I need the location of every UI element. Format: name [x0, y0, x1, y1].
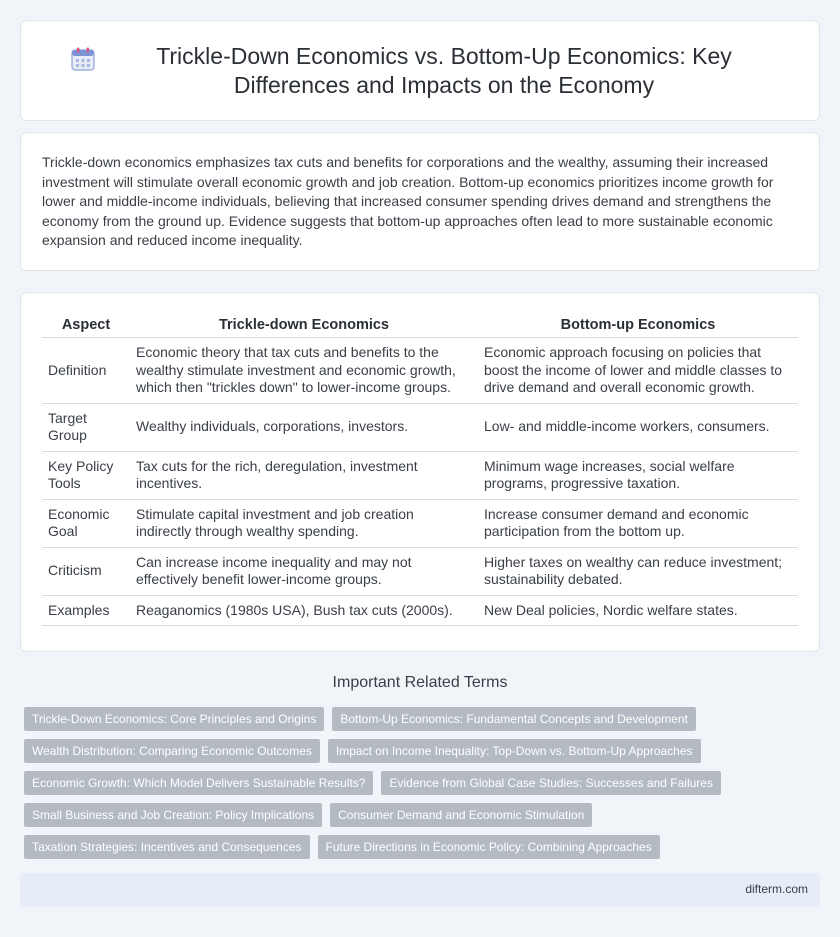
table-row	[42, 403, 798, 451]
row-trickle-down: Stimulate capital investment and job creation indirectly through wealthy spending.	[130, 499, 478, 547]
related-term-tag[interactable]: Wealth Distribution: Comparing Economic Outcomes	[24, 739, 320, 763]
related-term-tag[interactable]: Consumer Demand and Economic Stimulation	[330, 803, 592, 827]
row-aspect: Examples	[42, 595, 130, 626]
table-header-row	[42, 311, 798, 338]
table-row	[42, 499, 798, 547]
row-aspect: Economic Goal	[42, 499, 130, 547]
footer-site-link[interactable]: difterm.com	[745, 882, 808, 896]
related-term-tag[interactable]: Future Directions in Economic Policy: Combining Approaches	[318, 835, 660, 859]
table-row	[42, 595, 798, 626]
related-term-tag[interactable]: Economic Growth: Which Model Delivers Sustainable Results?	[24, 771, 373, 795]
row-bottom-up: Low- and middle-income workers, consumers.	[478, 403, 798, 451]
intro-text: Trickle-down economics emphasizes tax cuts and benefits for corporations and the wealthy, assuming their increased investment will stimulate overall economic growth and job creation. Bottom-up economics prioritizes income growth for lower and middle-income individuals, believing that increased consumer spending drives demand and strengthens the economy from the ground up. Evidence suggests that bottom-up approaches often lead to more sustainable economic expansion and reduced income inequality.	[42, 154, 774, 249]
related-term-tag[interactable]: Small Business and Job Creation: Policy Implications	[24, 803, 322, 827]
row-aspect: Definition	[42, 338, 130, 404]
row-bottom-up: Economic approach focusing on policies that boost the income of lower and middle classes to drive demand and overall economic growth.	[478, 338, 798, 404]
related-terms-list	[24, 707, 824, 867]
calendar-icon	[70, 46, 96, 72]
related-term-tag[interactable]: Taxation Strategies: Incentives and Consequences	[24, 835, 310, 859]
title-card	[20, 20, 820, 121]
table-row	[42, 547, 798, 595]
header-bottom-up: Bottom-up Economics	[478, 311, 798, 338]
header-aspect: Aspect	[42, 311, 130, 338]
row-aspect: Target Group	[42, 403, 130, 451]
page-title: Trickle-Down Economics vs. Bottom-Up Economics: Key Differences and Impacts on the Economy	[156, 42, 732, 98]
table-row	[42, 338, 798, 404]
row-trickle-down: Economic theory that tax cuts and benefits to the wealthy stimulate investment and economic growth, which then "trickles down" to lower-income groups.	[130, 338, 478, 404]
row-trickle-down: Tax cuts for the rich, deregulation, investment incentives.	[130, 451, 478, 499]
related-term-tag[interactable]: Evidence from Global Case Studies: Successes and Failures	[381, 771, 721, 795]
row-trickle-down: Reaganomics (1980s USA), Bush tax cuts (2000s).	[130, 595, 478, 626]
row-bottom-up: Higher taxes on wealthy can reduce investment; sustainability debated.	[478, 547, 798, 595]
row-bottom-up: Minimum wage increases, social welfare programs, progressive taxation.	[478, 451, 798, 499]
intro-card	[20, 132, 820, 271]
related-term-tag[interactable]: Bottom-Up Economics: Fundamental Concepts and Development	[332, 707, 696, 731]
row-bottom-up: Increase consumer demand and economic participation from the bottom up.	[478, 499, 798, 547]
row-trickle-down: Wealthy individuals, corporations, investors.	[130, 403, 478, 451]
row-aspect: Criticism	[42, 547, 130, 595]
row-aspect: Key Policy Tools	[42, 451, 130, 499]
comparison-table-card	[20, 292, 820, 652]
related-term-tag[interactable]: Impact on Income Inequality: Top-Down vs. Bottom-Up Approaches	[328, 739, 701, 763]
row-trickle-down: Can increase income inequality and may not effectively benefit lower-income groups.	[130, 547, 478, 595]
table-row	[42, 451, 798, 499]
footer	[20, 873, 820, 907]
related-terms-title: Important Related Terms	[332, 674, 508, 691]
row-bottom-up: New Deal policies, Nordic welfare states.	[478, 595, 798, 626]
comparison-table	[42, 311, 798, 626]
related-term-tag[interactable]: Trickle-Down Economics: Core Principles and Origins	[24, 707, 324, 731]
header-trickle-down: Trickle-down Economics	[130, 311, 478, 338]
